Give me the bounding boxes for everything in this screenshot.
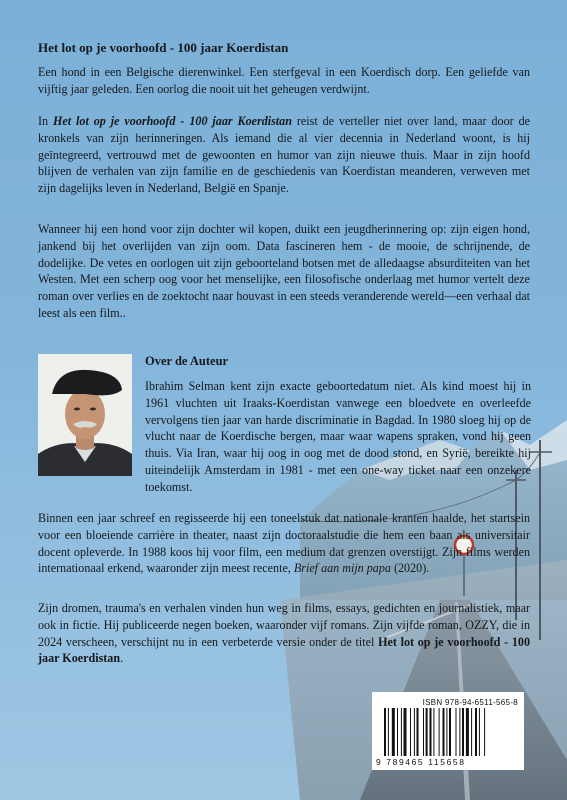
barcode-bar: [462, 708, 464, 756]
barcode-bar: [388, 708, 389, 756]
barcode-bar: [459, 708, 460, 756]
barcode-bar: [392, 708, 395, 756]
barcode-bar: [426, 708, 428, 756]
works-end: .: [120, 651, 124, 666]
works-title: Het lot op je voorhoofd - 100 jaar Koerdistan: [38, 634, 531, 666]
barcode-bar: [401, 708, 402, 756]
synopsis-lead: In: [38, 114, 53, 128]
barcode-bar: [439, 708, 440, 756]
barcode-bar: [397, 708, 398, 756]
works-paragraph: [38, 600, 530, 667]
barcode-bar: [433, 708, 434, 756]
author-heading: Over de Auteur: [145, 354, 229, 368]
intro-paragraph: Een hond in een Belgische dierenwinkel. Een sterfgeval in een Koerdisch dorp. Een geliefde van vijftig jaar geleden. Een oorlog die nooit uit het geheugen verdwijnt.: [38, 65, 530, 96]
barcode-bar: [430, 708, 432, 756]
synopsis-title: Het lot op je voorhoofd - 100 jaar Koerdistan: [53, 114, 292, 128]
barcode-bar: [471, 708, 472, 756]
barcode-bar: [456, 708, 457, 756]
barcode-bar: [484, 708, 485, 756]
author-bio: Ibrahim Selman kent zijn exacte geboortedatum niet. Als kind moest hij in 1961 vluchten uit Iraaks-Koerdistan vanwege een bloedvete en overleefde vervolgens tien jaar van harde discriminatie in Bagdad. In 1980 sloeg hij op de vlucht naar de Koerdische bergen, maar waar wapens spraken, vond hij geen thuis. Via Iran, waar hij oog in oog met de dood stond, en Syrië, bereikte hij uiteindelijk Amsterdam in 1981 - met een one-way ticket naar een onzekere toekomst.: [145, 379, 531, 494]
barcode-bar: [466, 708, 469, 756]
barcode-bar: [417, 708, 419, 756]
synopsis-paragraph: [38, 113, 530, 197]
barcode-bar: [479, 708, 480, 756]
isbn-barcode: [372, 692, 524, 770]
barcode-bar: [410, 708, 411, 756]
barcode-digits: 9 789465 115658: [376, 757, 466, 767]
barcode-bar: [404, 708, 407, 756]
career-year: (2020).: [390, 561, 430, 576]
barcode-bar: [475, 708, 477, 756]
film-title: Brief aan mijn papa: [293, 561, 391, 576]
author-photo: [38, 354, 132, 476]
barcode-bar: [443, 708, 445, 756]
barcode-bar: [414, 708, 415, 756]
career-paragraph: [38, 510, 530, 577]
isbn-label: ISBN 978-94-6511-565-8: [422, 698, 518, 707]
synopsis-body: reist de verteller niet over land, maar door de kronkels van zijn herinneringen. Als iemand die al vier decennia in Nederland woont, is hij geïntegreerd, vertrouwd met de gewoonten en humor van zijn nieuwe thuis. Maar in zijn hoofd blijven de verhalen van zijn familie en de geschiedenis van Koerdistan meanderen, verweven met zijn dagelijks leven in Nederland, België en Spanje.: [38, 114, 530, 196]
plot-paragraph: Wanneer hij een hond voor zijn dochter wil kopen, duikt een jeugdherinnering op: zijn eigen hond, jankend bij het overlijden van zijn oom. Data fascineren hem - de mooie, de schrijnende, de dodelijke. De vetes en oorlogen uit zijn geboorteland botsen met de alledaagse absurditeiten van het Westen. Met een scherp oog voor het menselijke, een filosofische onderlaag met humor vertelt deze roman over verlies en de zoektocht naar houvast in een steeds veranderende wereld—een verhaal dat leest als een film..: [38, 222, 530, 320]
barcode-bars: [384, 708, 518, 756]
barcode-bar: [449, 708, 451, 756]
barcode-bar: [423, 708, 424, 756]
book-title: Het lot op je voorhoofd - 100 jaar Koerdistan: [38, 40, 289, 55]
barcode-bar: [384, 708, 386, 756]
barcode-bar: [446, 708, 447, 756]
career-text: Binnen een jaar schreef en regisseerde hij een toneelstuk dat nationale kranten haalde, het startsein voor een bloeiende carrière in theater, naast zijn doctoraalstudie die hem een baan als universitair docent opleverde. In 1988 koos hij voor film, een medium dat grenzen overstijgt. Zijn films werden internationaal erkend, waaronder zijn meest recente,: [38, 511, 530, 576]
works-text: Zijn dromen, trauma's en verhalen vinden hun weg in films, essays, gedichten en journalistiek, maar ook in fictie. Hij publiceerde negen boeken, waaronder vijf romans. Zijn vijfde roman, OZZY, die in 2024 verscheen, verschijnt nu in een verbeterde versie onder de titel: [38, 601, 530, 649]
